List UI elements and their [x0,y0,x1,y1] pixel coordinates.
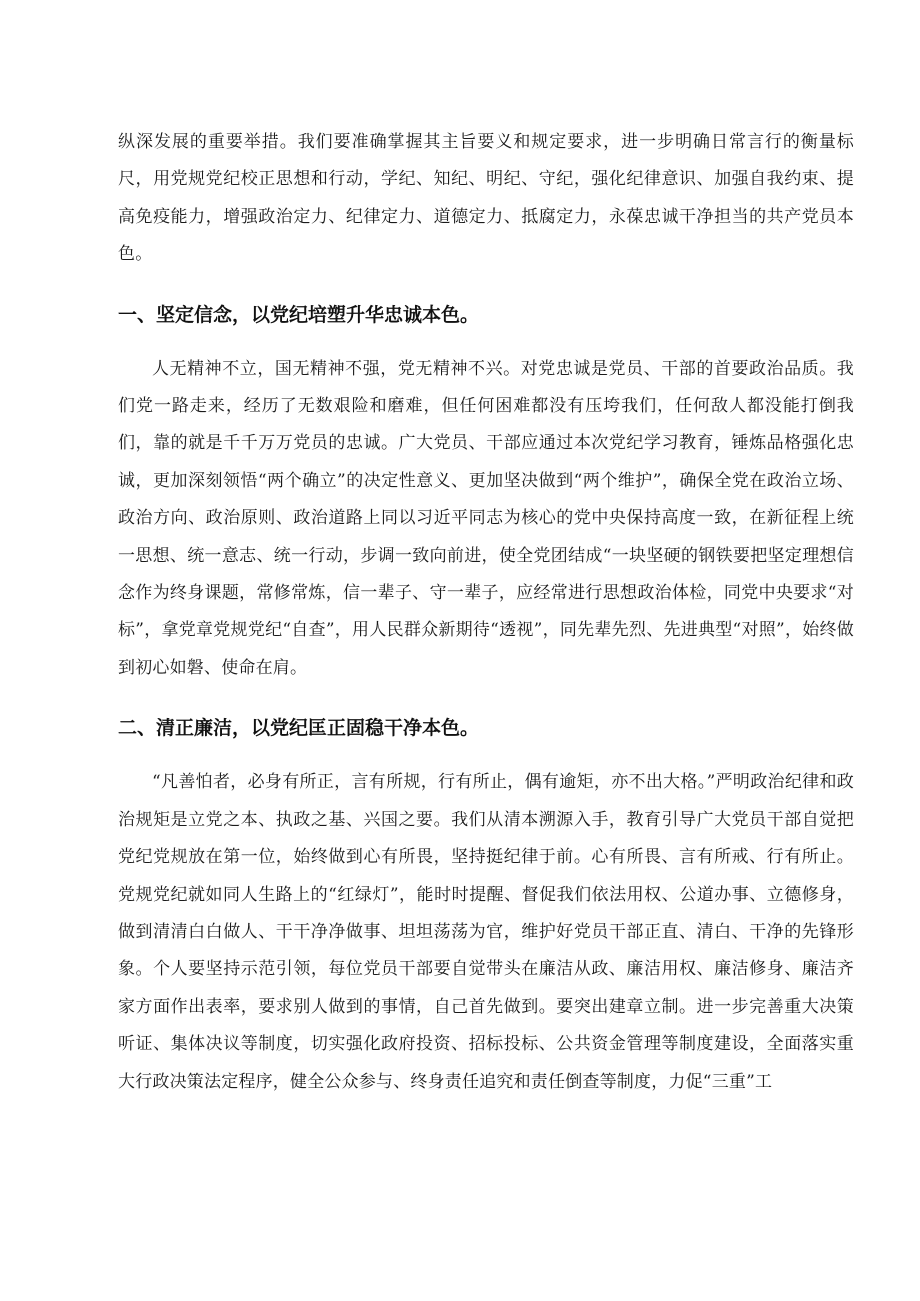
spacer [118,335,854,351]
section-1-heading: 一、坚定信念，以党纪培塑升华忠诚本色。 [118,303,480,326]
section-2-paragraph: “凡善怕者，必身有所正，言有所规，行有所止，偶有逾矩，亦不出大格。”严明政治纪律和政治规矩是立党之本、执政之基、兴国之要。我们从清本溯源入手，教育引导广大党员干部自觉把党纪党规放在第一位，始终做到心有所畏，坚持挺纪律于前。心有所畏、言有所戒、行有所止。党规党纪就如同人生路上的“红绿灯”，能时时提醒、督促我们依法用权、公道办事、立德修身，做到清清白白做人、干干净净做事、坦坦荡荡为官，维护好党员干部正直、清白、干净的先锋形象。个人要坚持示范引领，每位党员干部要自觉带头在廉洁从政、廉洁用权、廉洁修身、廉洁齐家方面作出表率，要求别人做到的事情，自己首先做到。要突出建章立制。进一步完善重大决策听证、集体决议等制度，切实强化政府投资、招标投标、公共资金管理等制度建设，全面落实重大行政决策法定程序，健全公众参与、终身责任追究和责任倒查等制度，力促“三重”工 [118,772,854,1092]
intro-paragraph: 纵深发展的重要举措。我们要准确掌握其主旨要义和规定要求，进一步明确日常言行的衡量标尺，用党规党纪校正思想和行动，学纪、知纪、明纪、守纪，强化纪律意识、加强自我约束、提高免疫能力，增强政治定力、纪律定力、道德定力、抵腐定力，永葆忠诚干净担当的共产党员本色。 [118,132,854,265]
spacer [118,687,854,708]
document-body [118,124,854,1101]
section-2-heading: 二、清正廉洁，以党纪匡正固稳干净本色。 [118,717,480,740]
section-1-paragraph: 人无精神不立，国无精神不强，党无精神不兴。对党忠诚是党员、干部的首要政治品质。我们党一路走来，经历了无数艰险和磨难，但任何困难都没有压垮我们，任何敌人都没能打倒我们，靠的就是千千万万党员的忠诚。广大党员、干部应通过本次党纪学习教育，锤炼品格强化忠诚，更加深刻领悟“两个确立”的决定性意义、更加坚决做到“两个维护”，确保全党在政治立场、政治方向、政治原则、政治道路上同以习近平同志为核心的党中央保持高度一致，在新征程上统一思想、统一意志、统一行动，步调一致向前进，使全党团结成“一块坚硬的钢铁要把坚定理想信念作为终身课题，常修常炼，信一辈子、守一辈子，应经常进行思想政治体检，同党中央要求“对标”，拿党章党规党纪“自查”，用人民群众新期待“透视”，同先辈先烈、先进典型“对照”，始终做到初心如磐、使命在肩。 [118,358,854,678]
spacer [118,274,854,295]
spacer [118,748,854,764]
